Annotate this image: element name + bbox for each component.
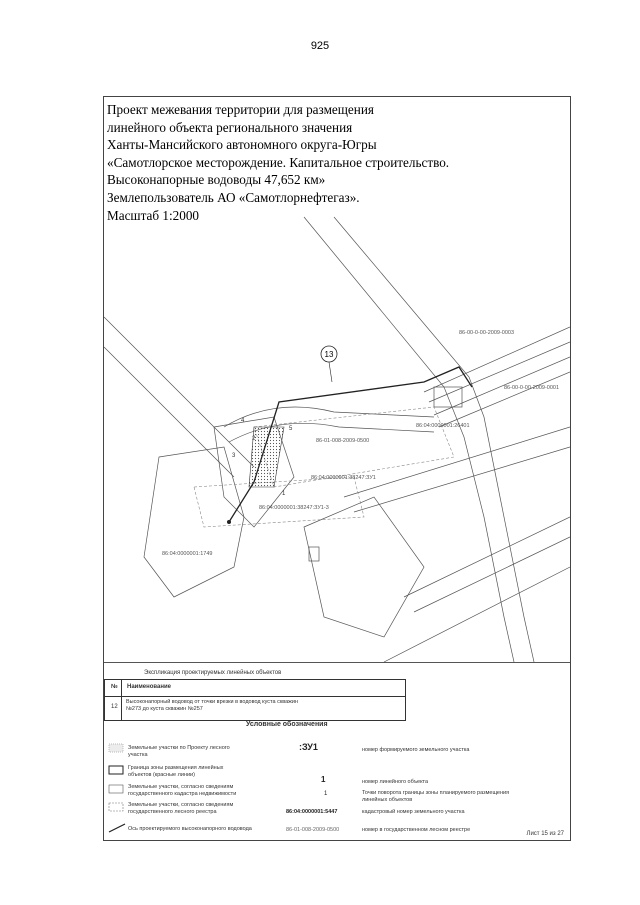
explication-title: Экспликация проектируемых линейных объектов [144, 670, 282, 676]
title-line: линейного объекта регионального значения [107, 119, 353, 135]
forest-register-label: 86:04:0000001:38247:ЗУ1-3 [259, 505, 329, 511]
turn-point-label: 5 [289, 426, 293, 432]
parcel-label: 86:04:0000001:26401 [416, 423, 470, 429]
explication-column-divider [121, 680, 122, 720]
road-horizontal [439, 372, 570, 427]
object-number: 13 [324, 350, 334, 359]
scale-label: Масштаб 1:2000 [107, 207, 200, 223]
explication-table [104, 679, 406, 721]
legend-item: Граница зоны размещения линейных объектов (красные линии) [128, 765, 224, 778]
legend-item: номер формируемого земельного участка [362, 747, 470, 753]
road-lower-right [404, 517, 570, 597]
road-upper-left [104, 347, 234, 477]
legend-symbol-text: 86-01-008-2009-0500 [286, 827, 340, 833]
title-line: Высоконапорные водоводы 47,652 км» [107, 172, 326, 188]
forest-register-label: 86-01-008-2009-0500 [316, 438, 370, 444]
turn-point-label: 1 [282, 491, 286, 497]
turn-point-label: 4 [241, 418, 245, 424]
project-title-block [107, 101, 567, 224]
legend-item: Земельные участки по Проекту лесного участка [128, 745, 230, 758]
parcel-boundary [304, 497, 424, 637]
road-upper-left [104, 317, 254, 467]
legend-symbol-forest-register [108, 802, 124, 812]
forest-register-label: 86-00-0-00-2009-0003 [459, 330, 515, 336]
legend-item: Земельные участки, согласно сведениям государственного лесного реестра [128, 802, 234, 815]
zone-boundary-dashed [194, 477, 364, 527]
explication-row-num: 12 [111, 704, 118, 710]
explication-header-name: Наименование [127, 684, 172, 690]
legend-item: Точки поворота границы зоны планируемого размещения линейных объектов [362, 790, 510, 803]
road-lower-right [344, 427, 570, 497]
object-leader [329, 362, 332, 382]
forest-register-label: 86-00-0-00-2009-0001 [504, 385, 560, 391]
explication-header-num: № [111, 684, 118, 690]
road-horizontal [429, 342, 570, 402]
title-line: Землепользователь АО «Самотлорнефтегаз». [107, 189, 360, 205]
explication-header [105, 680, 405, 697]
pipeline-start-point [227, 520, 231, 524]
title-line: Ханты-Мансийского автономного округа-Югры [107, 137, 377, 153]
title-line: «Самотлорское месторождение. Капитальное строительство. [107, 154, 450, 170]
road-lower-right [414, 537, 570, 612]
legend-item: кадастровый номер земельного участка [362, 809, 465, 815]
pipeline-axis [229, 367, 472, 522]
legend-symbol-text: 1 [324, 791, 328, 797]
road-horizontal [424, 327, 570, 392]
legend-item: Ось проектируемого высоконапорного водовода [128, 826, 252, 832]
legend-item: Земельные участки, согласно сведениям государственного кадастра недвижимости [128, 784, 237, 797]
legend-symbol-zone [108, 765, 124, 775]
legend-title: Условные обозначения [246, 721, 328, 728]
legend-area [104, 662, 570, 841]
explication-row-name: Высоконапорный водовод от точки врезки в водовод куста скважин №273 до куста скважин №257 [126, 699, 298, 712]
legend-item: номер линейного объекта [362, 779, 429, 785]
turn-point-label: 3 [232, 453, 236, 459]
turn-point-label: 2 [252, 436, 256, 442]
legend-symbol-pipeline [108, 823, 126, 833]
legend-symbol-cadastre [108, 784, 124, 794]
legend-item: номер в государственном лесном реестре [362, 827, 471, 833]
parcel-label: 86:04:0000001:1749 [162, 551, 213, 557]
legend-symbol-forest-parcel [108, 743, 124, 753]
structure [309, 547, 319, 561]
title-line: Проект межевания территории для размещения [107, 102, 374, 117]
legend-symbol-text: 1 [321, 775, 326, 784]
road-lower-right [354, 447, 570, 512]
road-lower-right [384, 567, 570, 662]
page-number: 925 [310, 40, 330, 52]
legend-symbol-text: :ЗУ1 [299, 742, 318, 752]
parcel-label: 86:04:0000001:38247:ЗУ1 [311, 475, 376, 481]
road-curve [224, 407, 434, 427]
sheet-number: Лист 15 из 27 [526, 831, 564, 837]
legend-symbol-text: 86:04:0000001:5447 [286, 809, 338, 815]
